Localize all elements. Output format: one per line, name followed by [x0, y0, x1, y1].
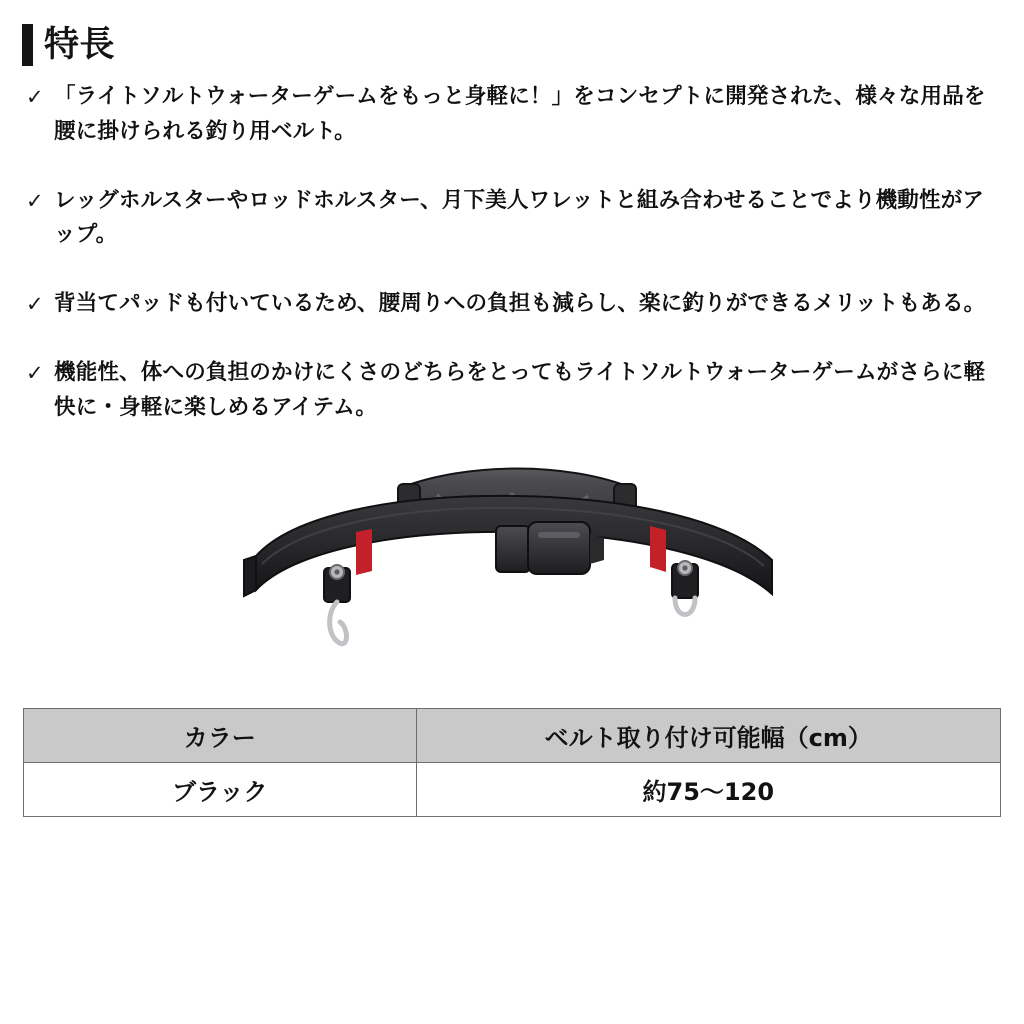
title-accent-bar	[22, 24, 33, 66]
snap-hook-left	[324, 565, 350, 644]
feature-text: 機能性、体への負担のかけにくさのどちらをとってもライトソルトウォーターゲームがさらに軽快に・身軽に楽しめるアイテム。	[54, 360, 986, 420]
feature-text: 「ライトソルトウォーターゲームをもっと身軽に！」をコンセプトに開発された、様々な用品を腰に掛けられる釣り用ベルト。	[54, 84, 986, 144]
check-icon: ✓	[26, 361, 44, 386]
red-accent-right	[650, 526, 666, 572]
page-title-text: 特長	[44, 24, 116, 65]
page-title	[22, 24, 1002, 66]
list-item	[26, 184, 992, 254]
feature-text: レッグホルスターやロッドホルスター、月下美人ワレットと組み合わせることでより機動性がアップ。	[54, 187, 985, 248]
belt-buckle	[496, 522, 604, 574]
red-accent-left	[356, 529, 372, 575]
feature-list	[22, 80, 1002, 426]
list-item	[26, 287, 992, 322]
check-icon: ✓	[26, 188, 44, 213]
column-header-width: ベルト取り付け可能幅（cm）	[416, 708, 1000, 762]
cell-color-value: ブラック	[24, 762, 417, 816]
table-header-row	[24, 708, 1001, 762]
column-header-color: カラー	[24, 708, 417, 762]
list-item	[26, 80, 992, 150]
d-ring-right	[672, 561, 698, 615]
check-icon: ✓	[26, 85, 44, 109]
list-item	[26, 356, 992, 426]
strap-tail-left	[244, 556, 256, 596]
fishing-belt-illustration	[232, 448, 792, 696]
feature-text: 背当てパッドも付いているため、腰周りへの負担も減らし、楽に釣りができるメリットもある。	[54, 291, 986, 317]
cell-width-value: 約75〜120	[416, 762, 1000, 816]
spec-table	[23, 708, 1001, 817]
table-row	[24, 762, 1001, 816]
product-image	[22, 448, 1002, 698]
check-icon: ✓	[26, 292, 44, 317]
